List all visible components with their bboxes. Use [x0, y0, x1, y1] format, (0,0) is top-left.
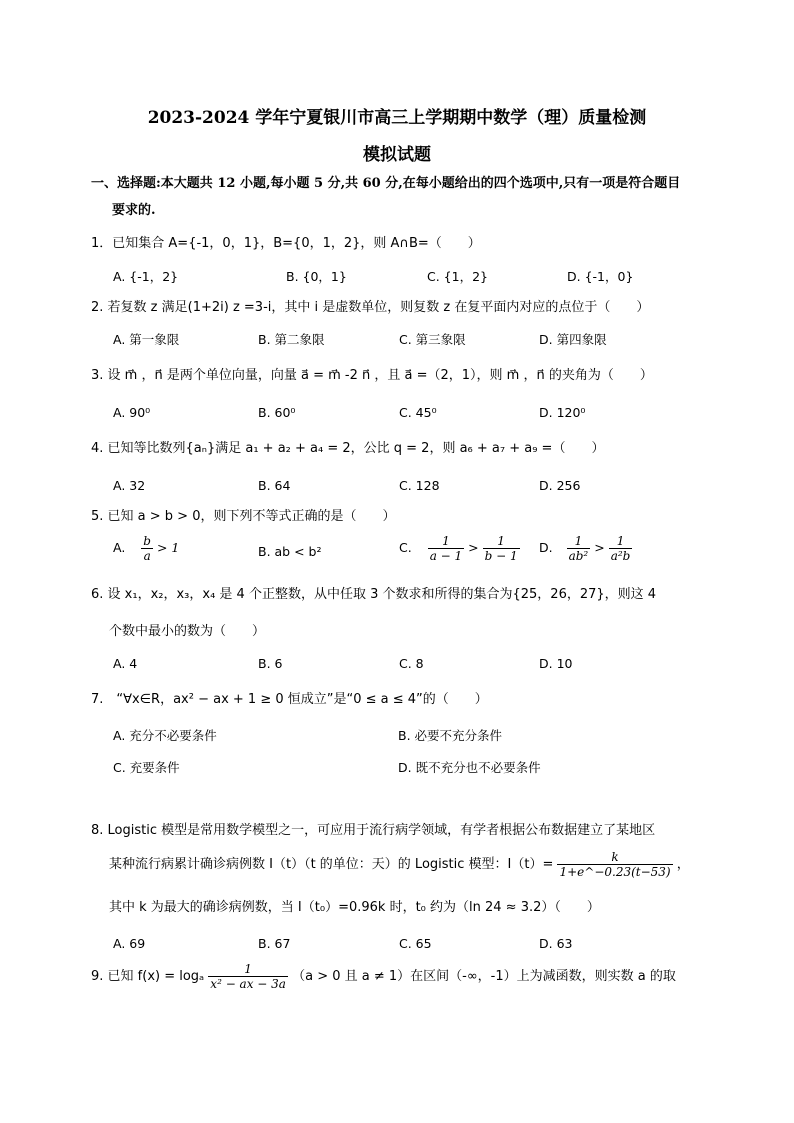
- fraction-numerator: b: [143, 534, 151, 548]
- question-5-option-a: [113, 534, 179, 563]
- question-3-option-c: C. 45⁰: [399, 405, 437, 420]
- question-8-option-d: D. 63: [539, 936, 573, 951]
- section-heading-line2: 要求的.: [112, 203, 156, 218]
- question-8-stem-line3: 其中 k 为最大的确诊病例数，当 I（t₀）=0.96k 时，t₀ 约为（ln 24 ≈ 3.2）（ ）: [109, 900, 600, 915]
- question-1-option-c: C. {1，2}: [427, 269, 488, 284]
- inequality-rest: > 1: [156, 540, 180, 555]
- question-6-option-d: D. 10: [539, 656, 573, 671]
- question-6-option-a: A. 4: [113, 656, 138, 671]
- question-9-function: 9. 已知 f(x) = logₐ: [91, 969, 205, 984]
- question-8-model-text: 某种流行病累计确诊病例数 I（t）（t 的单位：天）的 Logistic 模型：I（t）=: [109, 857, 554, 872]
- question-5-option-b: B. ab < b²: [258, 544, 322, 559]
- greater-than-sign: >: [594, 540, 605, 555]
- fraction-denominator: b − 1: [484, 549, 518, 563]
- question-6-option-c: C. 8: [399, 656, 424, 671]
- question-5-option-c: [399, 534, 520, 563]
- question-2-stem: 2. 若复数 z 满足(1+2i) z =3-i，其中 i 是虚数单位，则复数 z 在复平面内对应的点位于（ ）: [91, 300, 650, 315]
- question-9-stem: [91, 962, 676, 991]
- question-4-option-c: C. 128: [399, 478, 440, 493]
- fraction-1-over-b-minus-1: [483, 534, 520, 563]
- fraction-numerator: 1: [609, 534, 633, 549]
- fraction-numerator: 1: [208, 962, 288, 977]
- fraction-denominator: x² − ax − 3a: [210, 977, 286, 991]
- question-5-stem: 5. 已知 a > b > 0，则下列不等式正确的是（ ）: [91, 509, 396, 524]
- question-4-option-a: A. 32: [113, 478, 146, 493]
- greater-than-sign: >: [468, 540, 479, 555]
- exam-title-line1: 2023-2024 学年宁夏银川市高三上学期期中数学（理）质量检测: [147, 108, 647, 128]
- question-4-stem: 4. 已知等比数列{aₙ}满足 a₁ + a₂ + a₄ = 2，公比 q = 2，则 a₆ + a₇ + a₉ =（ ）: [91, 441, 605, 456]
- question-1-option-a: A. {-1，2}: [113, 269, 179, 284]
- question-3-option-b: B. 60⁰: [258, 405, 296, 420]
- question-1-option-b: B. {0，1}: [286, 269, 347, 284]
- question-2-option-d: D. 第四象限: [539, 332, 607, 347]
- option-c-label: C.: [399, 540, 412, 555]
- question-1-stem: 1．已知集合 A={-1，0，1}，B={0，1，2}，则 A∩B=（ ）: [91, 236, 481, 251]
- question-8-stem-line1: 8. Logistic 模型是常用数学模型之一，可应用于流行病学领域，有学者根据公布数据建立了某地区: [91, 823, 656, 838]
- question-6-stem-line2: 个数中最小的数为（ ）: [109, 624, 266, 639]
- section-heading-line1: 一、选择题:本大题共 12 小题,每小题 5 分,共 60 分,在每小题给出的四个选项中,只有一项是符合题目: [91, 176, 681, 191]
- question-8-option-c: C. 65: [399, 936, 432, 951]
- logistic-fraction: [557, 850, 672, 879]
- question-6-stem-line1: 6. 设 x₁，x₂，x₃，x₄ 是 4 个正整数，从中任取 3 个数求和所得的集合为{25，26，27}，则这 4: [91, 587, 657, 602]
- fraction-denominator: a − 1: [429, 549, 463, 563]
- question-6-option-b: B. 6: [258, 656, 283, 671]
- exam-title-line2: 模拟试题: [363, 145, 431, 165]
- question-7-option-c: C. 充要条件: [113, 760, 180, 775]
- question-9-condition: （a > 0 且 a ≠ 1）在区间（-∞，-1）上为减函数，则实数 a 的取: [292, 969, 676, 984]
- question-7-option-a: A. 充分不必要条件: [113, 728, 217, 743]
- question-2-option-a: A. 第一象限: [113, 332, 180, 347]
- question-7-stem: 7. “∀x∈R，ax² − ax + 1 ≥ 0 恒成立”是“0 ≤ a ≤ 4”的（ ）: [91, 692, 488, 707]
- fraction-1-over-ab2: [567, 534, 591, 563]
- fraction-numerator: k: [557, 850, 672, 865]
- option-d-label: D.: [539, 540, 553, 555]
- option-a-label: A.: [113, 540, 126, 555]
- question-3-option-a: A. 90⁰: [113, 405, 151, 420]
- question-2-option-b: B. 第二象限: [258, 332, 325, 347]
- question-8-option-a: A. 69: [113, 936, 146, 951]
- fraction-denominator: a: [143, 549, 151, 563]
- question-5-option-d: [539, 534, 632, 563]
- question-1-option-d: D. {-1，0}: [567, 269, 634, 284]
- fraction-b-over-a: [141, 534, 153, 563]
- fraction-1-over-a2b: [609, 534, 633, 563]
- fraction-denominator: ab²: [568, 549, 589, 563]
- fraction-numerator: 1: [483, 534, 520, 549]
- question-7-option-b: B. 必要不充分条件: [398, 728, 503, 743]
- fraction-numerator: 1: [428, 534, 464, 549]
- question-4-option-d: D. 256: [539, 478, 581, 493]
- question-3-option-d: D. 120⁰: [539, 405, 586, 420]
- question-7-option-d: D. 既不充分也不必要条件: [398, 760, 541, 775]
- question-2-option-c: C. 第三象限: [399, 332, 466, 347]
- fraction-denominator: a²b: [610, 549, 631, 563]
- question-8-comma: ，: [676, 857, 690, 872]
- question-8-stem-line2: [109, 850, 690, 879]
- question-4-option-b: B. 64: [258, 478, 291, 493]
- question-9-fraction: [208, 962, 288, 991]
- fraction-denominator: 1+e^−0.23(t−53): [559, 865, 671, 879]
- question-8-option-b: B. 67: [258, 936, 291, 951]
- fraction-numerator: 1: [567, 534, 591, 549]
- question-3-stem: 3. 设 m⃗ ，n⃗ 是两个单位向量，向量 a⃗ = m⃗ -2 n⃗ ，且 a⃗ =（2，1），则 m⃗ ，n⃗ 的夹角为（ ）: [91, 368, 653, 383]
- fraction-1-over-a-minus-1: [428, 534, 464, 563]
